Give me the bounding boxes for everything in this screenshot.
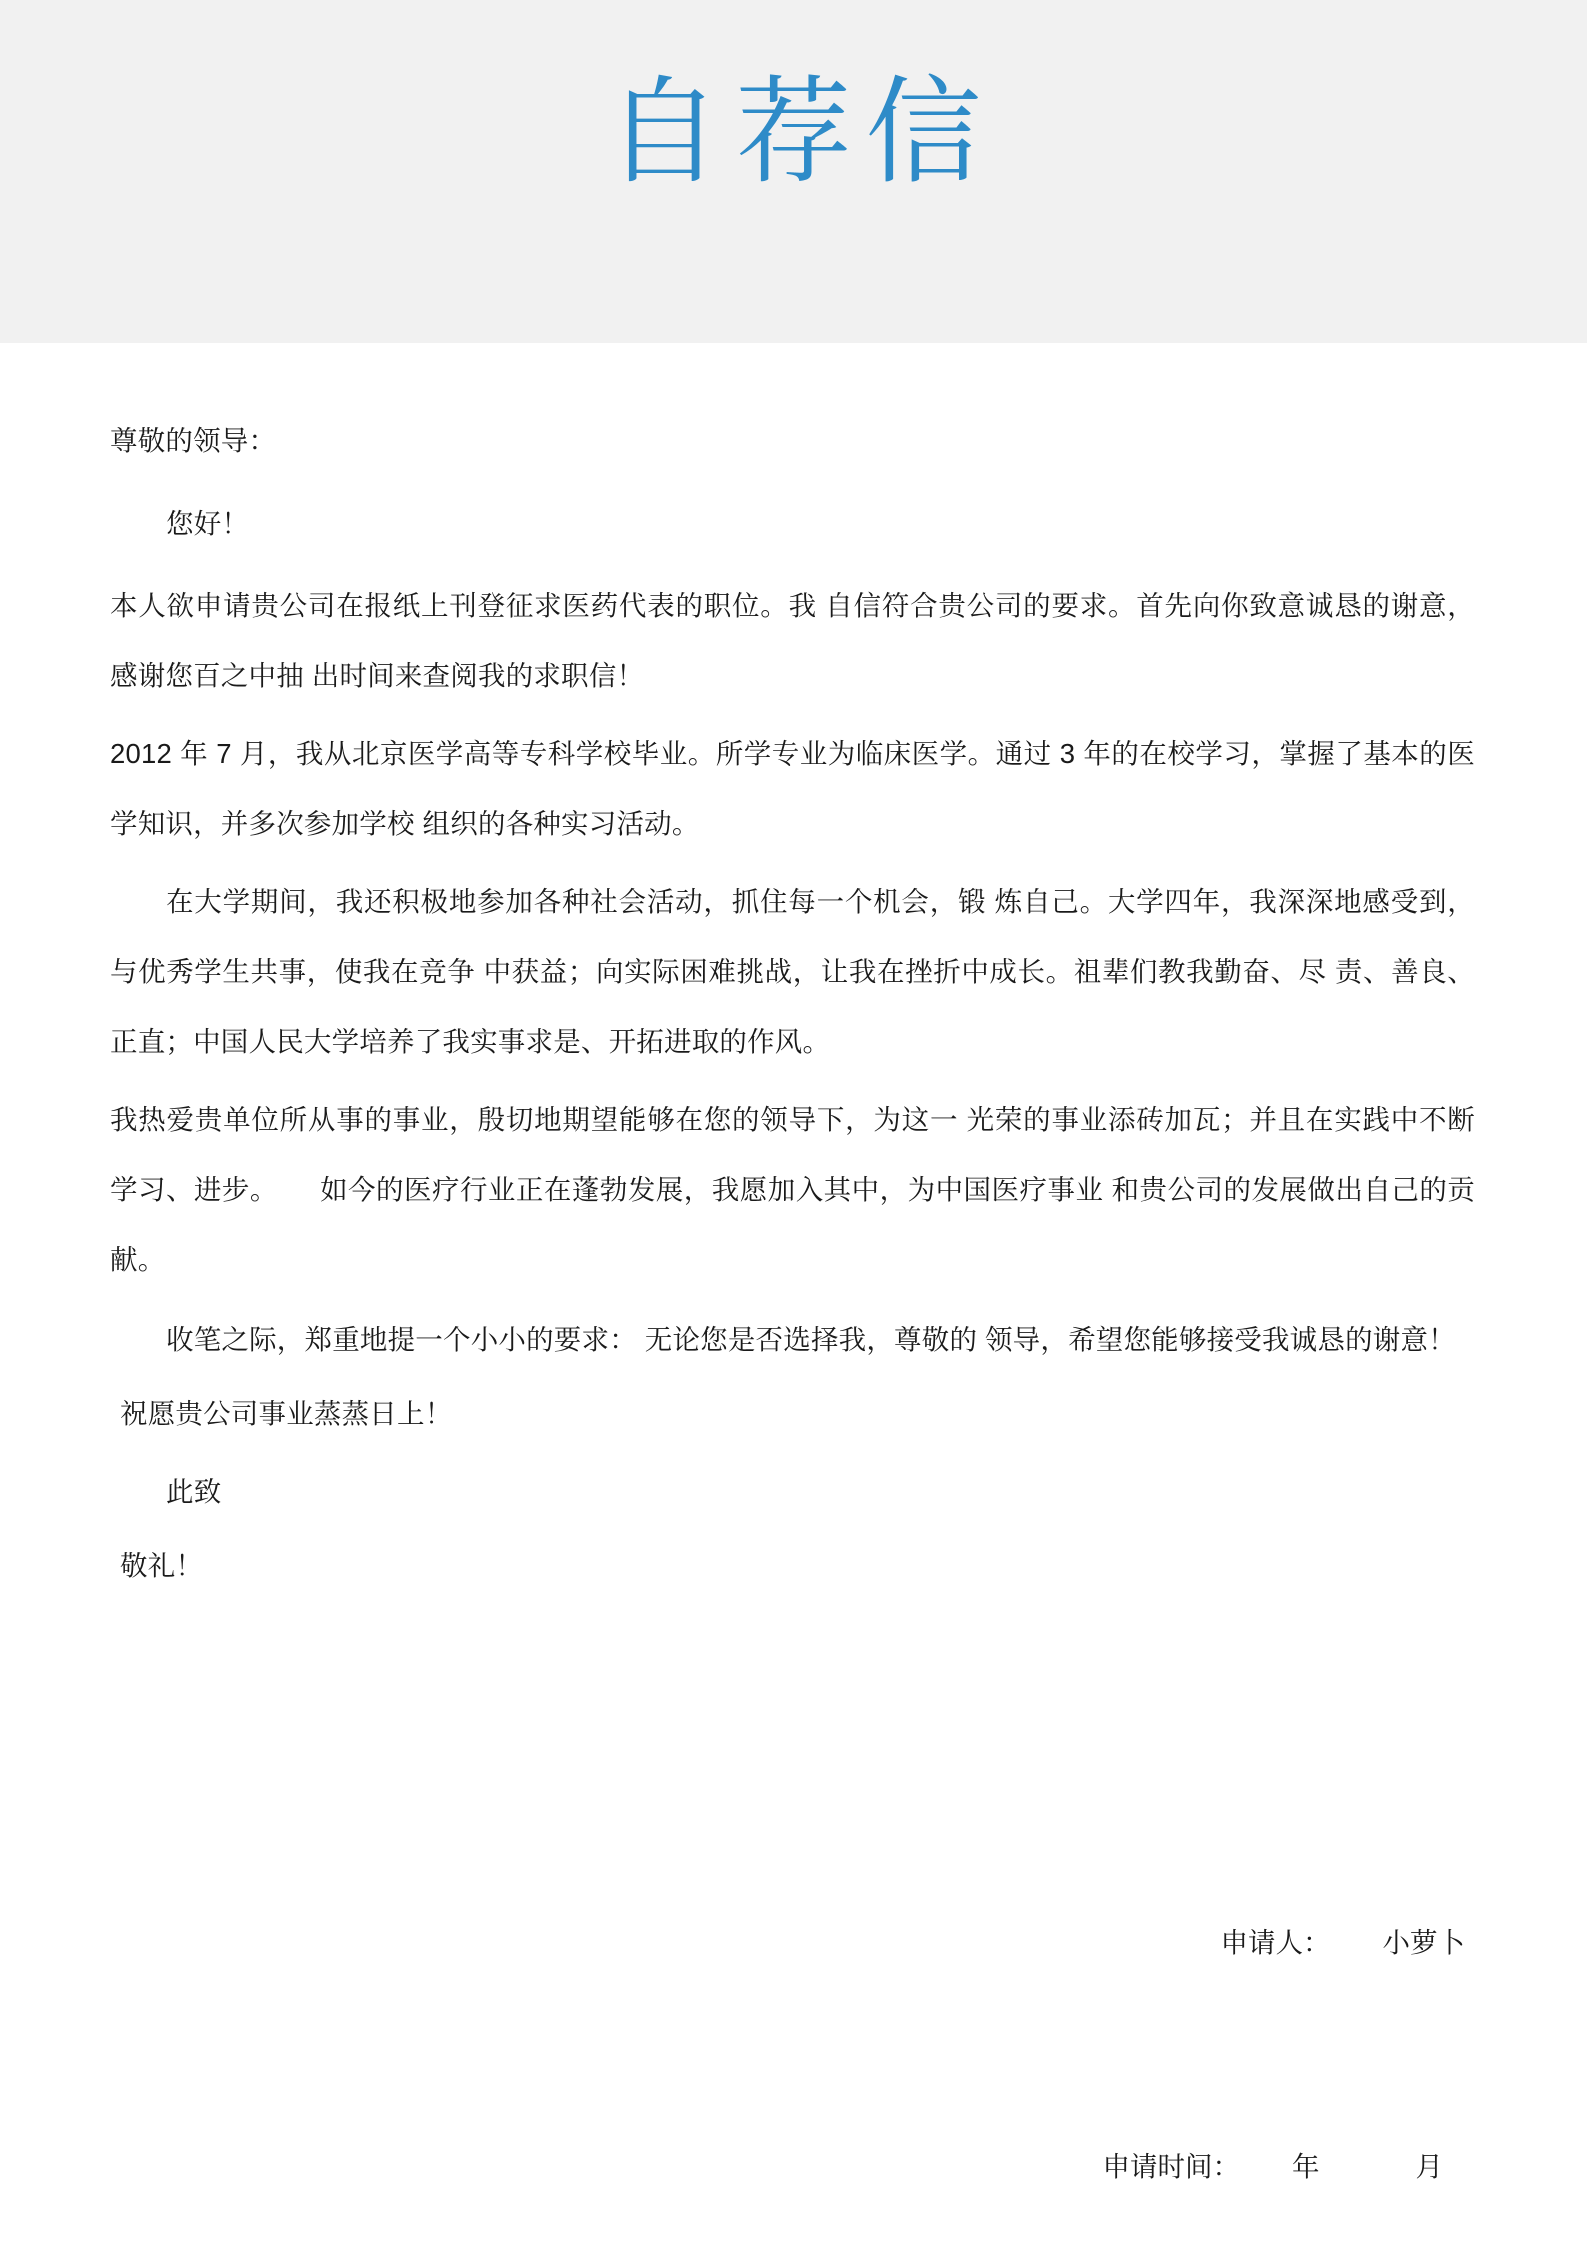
application-date-line — [0, 2062, 1465, 2245]
page-title: 自荐信 — [605, 64, 996, 200]
application-date-label: 申请时间： — [1102, 2151, 1240, 2182]
year-unit: 年 — [1292, 2151, 1320, 2182]
applicant-name: 小萝卜 — [1382, 1927, 1465, 1958]
paragraph-final-request: 收笔之际，郑重地提一个小小的要求： 无论您是否选择我，尊敬的 领导，希望您能够接受我诚恳的谢意！ — [166, 1324, 1456, 1355]
paragraph-education: 2012 年 7 月，我从北京医学高等专科学校毕业。所学专业为临床医学。通过 3 年的在校学习，掌握了基本的医学知识，并多次参加学校 组织的各种实习活动。 — [110, 738, 1475, 839]
paragraph-aspiration: 我热爱贵单位所从事的事业，殷切地期望能够在您的领导下，为这一 光荣的事业添砖加瓦；并且在实践中不断学习、进步。 如今的医疗行业正在蓬勃发展，我愿加入其中，为中国医疗事业 和贵公司的发展做出自己的贡献。 — [110, 1104, 1475, 1275]
letter-body — [0, 343, 1587, 1601]
closing-cizhi: 此致 — [166, 1476, 222, 1507]
signature-block — [0, 1838, 1587, 2245]
paragraph-intro: 本人欲申请贵公司在报纸上刊登征求医药代表的职位。我 自信符合贵公司的要求。首先向你致意诚恳的谢意，感谢您百之中抽 出时间来查阅我的求职信！ — [110, 590, 1475, 691]
applicant-line — [0, 1838, 1465, 2048]
title-banner — [0, 0, 1587, 343]
applicant-label: 申请人： — [1220, 1927, 1331, 1958]
salutation-line: 尊敬的领导： — [110, 425, 277, 456]
paragraph-university-life: 在大学期间，我还积极地参加各种社会活动，抓住每一个机会，锻 炼自己。大学四年，我深深地感受到，与优秀学生共事，使我在竞争 中获益；向实际困难挑战，让我在挫折中成长。祖辈们教我勤奋、尽 责、善良、正直；中国人民大学培养了我实事求是、开拓进取的作风。 — [110, 886, 1475, 1057]
closing-jingli: 敬礼！ — [120, 1550, 204, 1581]
month-unit: 月 — [1415, 2151, 1443, 2182]
greeting-line: 您好！ — [166, 508, 250, 539]
wish-line: 祝愿贵公司事业蒸蒸日上！ — [120, 1398, 453, 1429]
